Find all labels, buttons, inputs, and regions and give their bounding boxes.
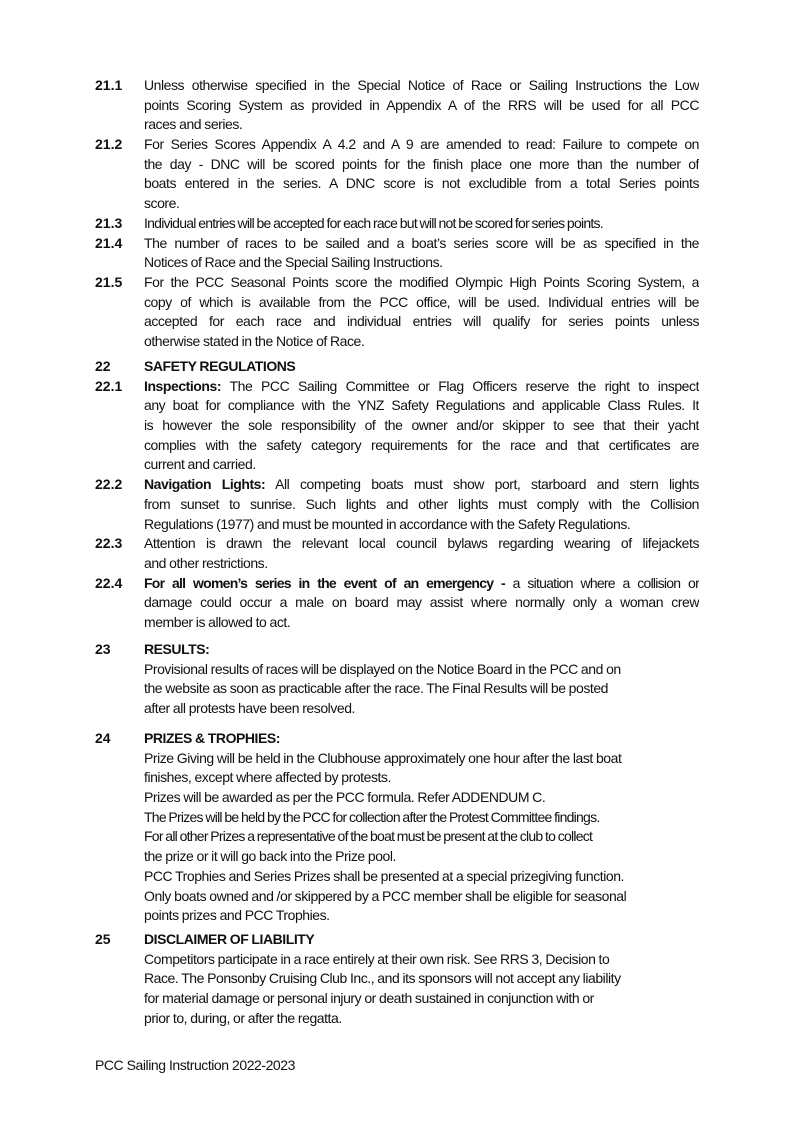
text-line: Individual entries will be accepted for each race but will not be scored for series points. — [144, 214, 603, 231]
text-line: For Series Scores Appendix A 4.2 and A 9 are amended to read: Failure to compete on — [144, 136, 699, 153]
clause-text — [144, 135, 699, 214]
clause-22-4 — [95, 574, 699, 633]
section-text — [144, 729, 699, 926]
clause-number: 22.4 — [95, 574, 123, 591]
clause-22-3 — [95, 534, 699, 573]
section-title: DISCLAIMER OF LIABILITY — [144, 931, 315, 947]
text-line: the prize or it will go back into the Prize pool. — [144, 848, 396, 865]
clause-number: 22.3 — [95, 535, 123, 552]
clause-number: 21.3 — [95, 214, 123, 231]
text-line: Notices of Race and the Special Sailing Instructions. — [144, 254, 443, 271]
text-line: score. — [144, 195, 180, 212]
clause-text — [144, 273, 699, 352]
clause-text — [144, 234, 699, 273]
text-line: PCC Trophies and Series Prizes shall be presented at a special prizegiving function. — [144, 867, 624, 884]
clause-text — [144, 534, 699, 573]
text-line: accepted for each race and individual entries will qualify for series points unless — [144, 313, 699, 330]
text-line: the day - DNC will be scored points for the finish place one more than the number of — [144, 155, 699, 172]
clause-number: 22.1 — [95, 377, 123, 394]
section-22 — [95, 357, 699, 633]
text-line: otherwise stated in the Notice of Race. — [144, 332, 365, 349]
section-22-heading — [95, 357, 699, 377]
text-line: for material damage or personal injury or death sustained in conjunction with or — [144, 990, 594, 1007]
clause-label: For all women’s series in the event of an emergency - — [144, 574, 505, 591]
section-23 — [95, 640, 699, 719]
text-line: damage could occur a male on board may assist where normally only a woman crew — [144, 594, 699, 611]
text-line: Prize Giving will be held in the Clubhouse approximately one hour after the last boat — [144, 749, 622, 766]
text-line: For all women’s series in the event of an emergency - a situation where a collision or — [144, 574, 699, 591]
text-line: and other restrictions. — [144, 554, 268, 571]
page-footer: PCC Sailing Instruction 2022-2023 — [95, 1057, 295, 1073]
clause-number: 21.2 — [95, 136, 123, 153]
section-number: 23 — [95, 641, 111, 657]
text-line: from sunset to sunrise. Such lights and other lights must comply with the Collision — [144, 495, 699, 512]
text-line: points prizes and PCC Trophies. — [144, 907, 330, 924]
clause-label: Navigation Lights: — [144, 476, 266, 493]
section-text — [144, 930, 699, 1028]
text-line: Unless otherwise specified in the Special Notice of Race or Sailing Instructions the Low — [144, 77, 699, 93]
text-line: Attention is drawn the relevant local council bylaws regarding wearing of lifejackets — [144, 535, 699, 552]
text-line: races and series. — [144, 116, 243, 133]
text-line: the website as soon as practicable after the race. The Final Results will be posted — [144, 680, 609, 697]
text-line: prior to, during, or after the regatta. — [144, 1009, 342, 1026]
section-number: 22 — [95, 358, 111, 374]
clause-text — [144, 214, 699, 234]
clause-21-4 — [95, 234, 699, 273]
text-line: is however the sole responsibility of the owner and/or skipper to see that their yacht — [144, 417, 699, 434]
text-line: Only boats owned and /or skippered by a PCC member shall be eligible for seasonal — [144, 887, 627, 904]
clause-text — [144, 76, 699, 135]
section-title: SAFETY REGULATIONS — [144, 358, 296, 374]
clause-21-3 — [95, 214, 699, 234]
section-25 — [95, 930, 699, 1028]
section-text — [144, 640, 699, 719]
text-line: complies with the safety category requirements for the race and that certificates are — [144, 436, 699, 453]
text-line: Prizes will be awarded as per the PCC formula. Refer ADDENDUM C. — [144, 789, 546, 806]
clause-21-2 — [95, 135, 699, 214]
text-line: Inspections: The PCC Sailing Committee or Flag Officers reserve the right to inspect — [144, 377, 699, 394]
text-line: For all other Prizes a representative of the boat must be present at the club to collect — [144, 828, 593, 845]
text-line: boats entered in the series. A DNC score is not excludible from a total Series points — [144, 175, 699, 192]
text-line: Competitors participate in a race entirely at their own risk. See RRS 3, Decision to — [144, 950, 610, 967]
clause-text — [144, 475, 699, 534]
text-line: Provisional results of races will be displayed on the Notice Board in the PCC and on — [144, 660, 621, 677]
section-title: RESULTS: — [144, 641, 210, 657]
section-title: PRIZES & TROPHIES: — [144, 730, 280, 746]
text-line: copy of which is available from the PCC office, will be used. Individual entries will be — [144, 293, 699, 310]
text-line: any boat for compliance with the YNZ Safety Regulations and applicable Class Rules. It — [144, 397, 699, 414]
section-number: 25 — [95, 931, 111, 947]
clause-text — [144, 377, 699, 475]
clause-22-1 — [95, 377, 699, 475]
text-line: points Scoring System as provided in Appendix A of the RRS will be used for all PCC — [144, 96, 699, 113]
text-line: The Prizes will be held by the PCC for collection after the Protest Committee findings. — [144, 808, 600, 825]
section-21-clauses — [95, 76, 699, 352]
clause-21-1 — [95, 76, 699, 135]
text-line: current and carried. — [144, 456, 256, 473]
clause-label: Inspections: — [144, 377, 222, 394]
text-line: Race. The Ponsonby Cruising Club Inc., and its sponsors will not accept any liability — [144, 970, 621, 987]
text-line: finishes, except where affected by protests. — [144, 769, 391, 786]
section-24 — [95, 729, 699, 926]
clause-21-5 — [95, 273, 699, 352]
clause-number: 21.1 — [95, 77, 123, 93]
clause-text — [144, 574, 699, 633]
text-line: Navigation Lights: All competing boats must show port, starboard and stern lights — [144, 476, 699, 493]
clause-number: 21.4 — [95, 234, 123, 251]
text-line: member is allowed to act. — [144, 613, 291, 630]
text-line: Regulations (1977) and must be mounted in accordance with the Safety Regulations. — [144, 515, 631, 532]
clause-22-2 — [95, 475, 699, 534]
clause-number: 21.5 — [95, 273, 123, 290]
section-number: 24 — [95, 730, 111, 746]
clause-number: 22.2 — [95, 476, 123, 493]
text-line: after all protests have been resolved. — [144, 700, 355, 717]
text-line: For the PCC Seasonal Points score the modified Olympic High Points Scoring System, a — [144, 273, 699, 290]
text-line: The number of races to be sailed and a boat’s series score will be as specified in the — [144, 234, 699, 251]
